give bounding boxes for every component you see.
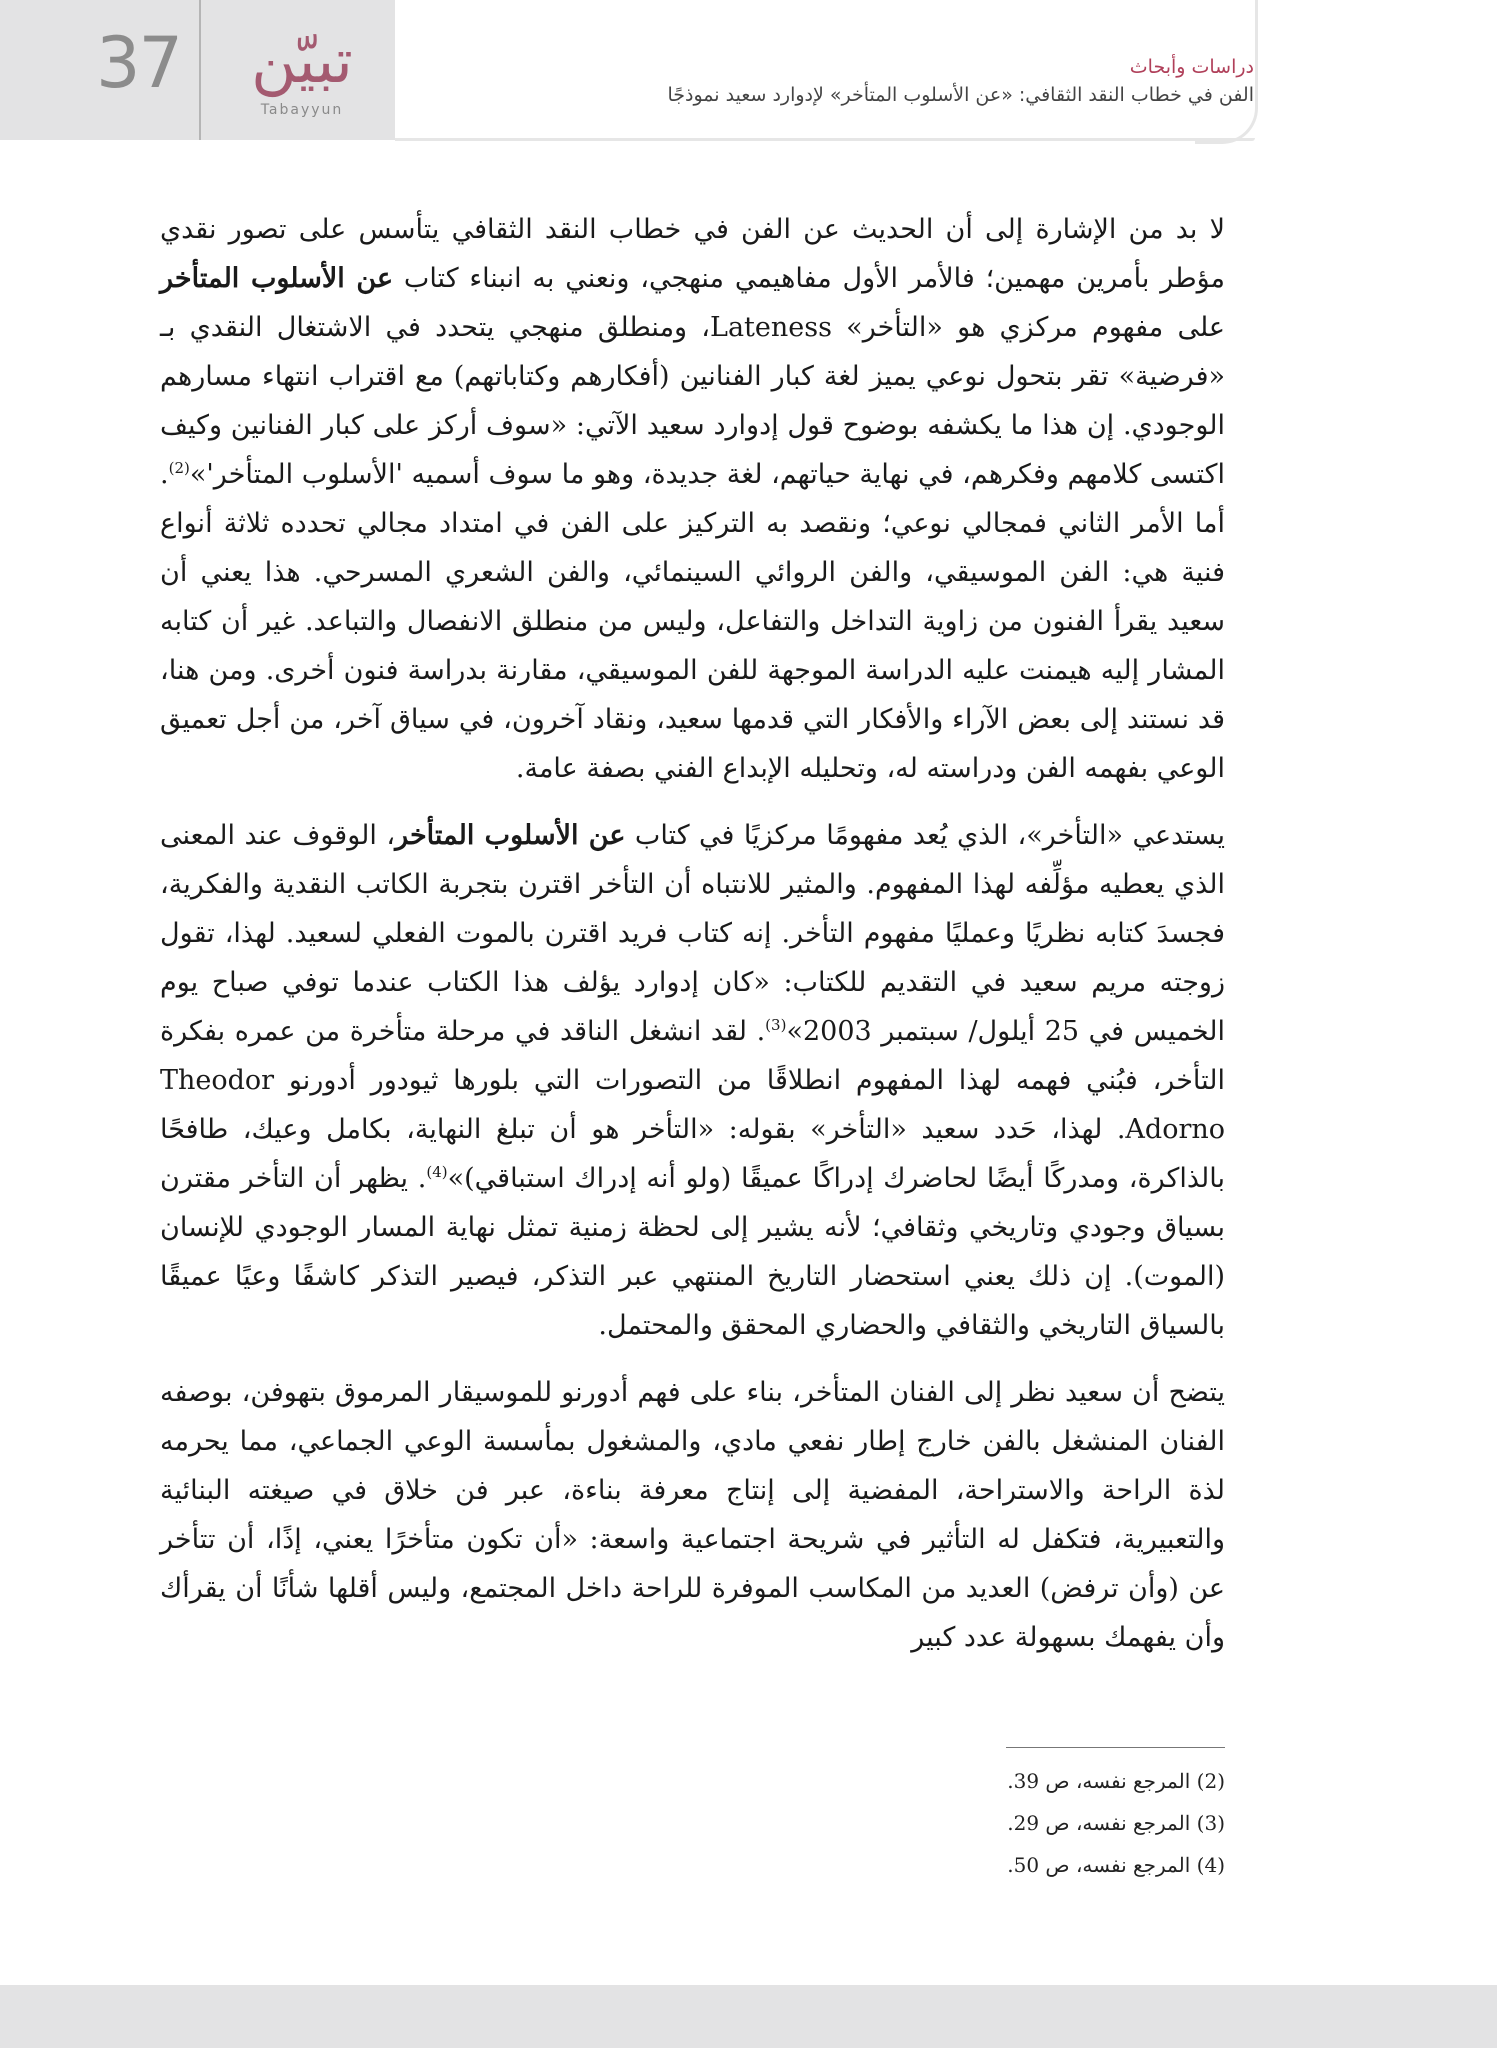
paragraph-text: لا بد من الإشارة إلى أن الحديث عن الفن في خطاب النقد الثقافي يتأسس على تصور نقدي مؤطر بأمرين مهمين؛ فالأمر الأول مفاهيمي منهجي، ونعني به انبناء كتاب xyxy=(160,214,1225,294)
footnote-text: المرجع نفسه، ص 39. xyxy=(1007,1769,1191,1793)
footnote-item xyxy=(900,1802,1225,1844)
footnote-ref[interactable]: (3) xyxy=(765,1016,787,1034)
page-number: 37 xyxy=(96,22,182,104)
footnote-ref[interactable]: (4) xyxy=(426,1163,448,1181)
footnote-text: المرجع نفسه، ص 50. xyxy=(1007,1853,1191,1877)
footnote-ref[interactable]: (2) xyxy=(168,459,190,477)
paragraph-text: . يظهر أن التأخر مقترن بسياق وجودي وتاريخي وثقافي؛ لأنه يشير إلى لحظة زمنية تمثل نهاية المسار الوجودي للإنسان (الموت). إن ذلك يعني استحضار التاريخ المنتهي عبر التذكر، فيصير التذكر كاشفًا وعيًا عميقًا بالسياق التاريخي والثقافي والحضاري المحقق والمحتمل. xyxy=(160,1163,1225,1341)
footnote-number: (2) xyxy=(1196,1769,1225,1793)
paragraph-text: يتضح أن سعيد نظر إلى الفنان المتأخر، بناء على فهم أدورنو للموسيقار المرموق بتهوفن، بوصفه الفنان المنشغل بالفن خارج إطار نفعي مادي، والمشغول بمأسسة الوعي الجماعي، مما يحرمه لذة الراحة والاستراحة، المفضية إلى إنتاج معرفة بناءة، عبر فن خلاق في صيغته البنائية والتعبيرية، فتكفل له التأثير في شريحة اجتماعية واسعة: «أن تكون متأخرًا يعني، إذًا، أن تتأخر عن (وأن ترفض) العديد من المكاسب الموفرة للراحة داخل المجتمع، وليس أقلها شأنًا أن يقرأك وأن يفهمك بسهولة عدد كبير xyxy=(160,1377,1225,1653)
footnote-number: (3) xyxy=(1196,1811,1225,1835)
footnote-number: (4) xyxy=(1196,1853,1225,1877)
footnote-text: المرجع نفسه، ص 29. xyxy=(1007,1811,1191,1835)
footnote-item xyxy=(900,1760,1225,1802)
header-rule xyxy=(395,138,1255,141)
body-paragraph xyxy=(160,1368,1225,1662)
paragraph-text: . أما الأمر الثاني فمجالي نوعي؛ ونقصد به التركيز على الفن في امتداد مجالي تحدده ثلاثة أنواع فنية هي: الفن الموسيقي، والفن الروائي السينمائي، والفن الشعري المسرحي. هذا يعني أن سعيد يقرأ الفنون من زاوية التداخل والتفاعل، وليس من منطلق الانفصال والتباعد. غير أن كتابه المشار إليه هيمنت عليه الدراسة الموجهة للفن الموسيقي، مقارنة بدراسة فنون أخرى. ومن هنا، قد نستند إلى بعض الآراء والأفكار التي قدمها سعيد، ونقاد آخرون، في سياق آخر، من أجل تعميق الوعي بفهمه الفن ودراسته له، وتحليله الإبداع الفني بصفة عامة. xyxy=(160,459,1225,784)
paragraph-text: على مفهوم مركزي هو «التأخر» Lateness، ومنطلق منهجي يتحدد في الاشتغال النقدي بـ «فرضية» تقر بتحول نوعي يميز لغة كبار الفنانين (أفكارهم وكتاباتهم) مع اقتراب انتهاء مسارهم الوجودي. إن هذا ما يكشفه بوضوح قول إدوارد سعيد الآتي: «سوف أركز على كبار الفنانين وكيف اكتسى كلامهم وفكرهم، في نهاية حياتهم، لغة جديدة، وهو ما سوف أسميه 'الأسلوب المتأخر'» xyxy=(160,312,1225,490)
running-title: الفن في خطاب النقد الثقافي: «عن الأسلوب المتأخر» لإدوارد سعيد نموذجًا xyxy=(667,84,1254,106)
footer-band xyxy=(0,1985,1497,2048)
book-title: عن الأسلوب المتأخر xyxy=(395,820,626,851)
body-paragraph xyxy=(160,811,1225,1350)
logo-latin-text: Tabayyun xyxy=(260,102,344,118)
journal-logo xyxy=(212,24,392,130)
logo-arabic-text: تبيّن xyxy=(251,24,353,97)
paragraph-text: ، الوقوف عند المعنى الذي يعطيه مؤلِّفه لهذا المفهوم. والمثير للانتباه أن التأخر اقترن بتجربة الكاتب النقدية والفكرية، فجسدَ كتابه نظريًا وعمليًا مفهوم التأخر. إنه كتاب فريد اقترن بالموت الفعلي لسعيد. لهذا، تقول زوجته مريم سعيد في التقديم للكتاب: «كان إدوارد يؤلف هذا الكتاب عندما توفي صباح يوم الخميس في 25 أيلول/ سبتمبر 2003» xyxy=(160,820,1225,1047)
paragraph-text: . لقد انشغل الناقد في مرحلة متأخرة من عمره بفكرة التأخر، فبُني فهمه لهذا المفهوم انطلاقًا من التصورات التي بلورها ثيودور أدورنو Theodor Adorno. لهذا، حَدد سعيد «التأخر» بقوله: «التأخر هو أن تبلغ النهاية، بكامل وعيك، طافحًا بالذاكرة، ومدركًا أيضًا لحاضرك إدراكًا عميقًا (ولو أنه إدراك استباقي)» xyxy=(160,1016,1225,1194)
footnotes xyxy=(900,1760,1225,1886)
paragraph-text: يستدعي «التأخر»، الذي يُعد مفهومًا مركزيًا في كتاب xyxy=(625,820,1225,851)
book-title: عن الأسلوب المتأخر xyxy=(160,263,394,294)
page-number-divider xyxy=(199,0,201,140)
section-label: دراسات وأبحاث xyxy=(1129,56,1254,78)
footnote-rule xyxy=(1006,1747,1225,1748)
article-body xyxy=(160,205,1225,1680)
body-paragraph xyxy=(160,205,1225,793)
footnote-item xyxy=(900,1844,1225,1886)
